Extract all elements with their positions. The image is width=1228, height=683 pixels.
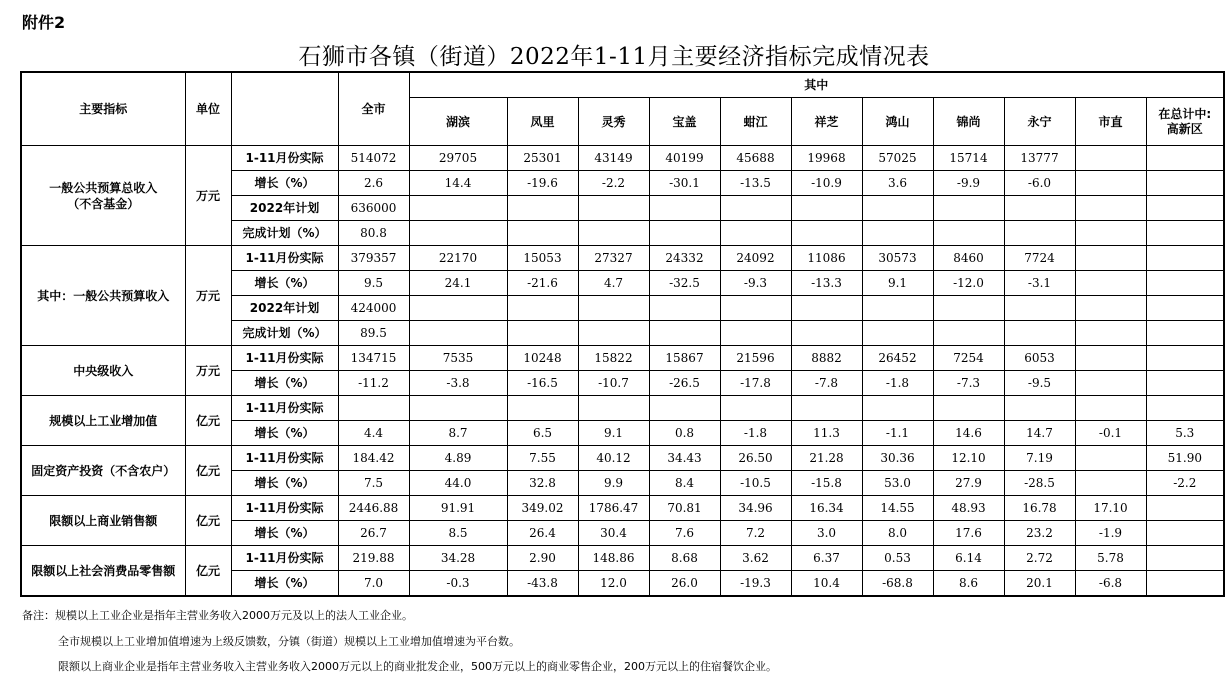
header-col: 湖滨 xyxy=(409,98,507,146)
value-cell: 34.43 xyxy=(649,446,720,471)
unit-cell: 亿元 xyxy=(185,396,231,446)
value-cell: 44.0 xyxy=(409,471,507,496)
value-cell: 91.91 xyxy=(409,496,507,521)
value-cell xyxy=(862,321,933,346)
indicator-line: 限额以上商业销售额 xyxy=(49,513,158,528)
header-col: 蚶江 xyxy=(720,98,791,146)
value-cell: -13.3 xyxy=(791,271,862,296)
value-cell: -15.8 xyxy=(791,471,862,496)
value-total: 7.5 xyxy=(338,471,409,496)
indicator-line: 限额以上社会消费品零售额 xyxy=(31,563,176,578)
value-cell: 6.5 xyxy=(507,421,578,446)
unit-cell: 亿元 xyxy=(185,446,231,496)
header-col: 宝盖 xyxy=(649,98,720,146)
note-line-1: 备注：规模以上工业企业是指年主营业务收入2000万元及以上的法人工业企业。 xyxy=(22,609,413,622)
value-cell: 24.1 xyxy=(409,271,507,296)
value-cell: -6.8 xyxy=(1075,571,1146,597)
value-cell: 70.81 xyxy=(649,496,720,521)
sub-indicator: 1-11月份实际 xyxy=(231,346,338,371)
value-cell: 17.6 xyxy=(933,521,1004,546)
value-cell: -28.5 xyxy=(1004,471,1075,496)
value-cell: -12.0 xyxy=(933,271,1004,296)
value-cell: 5.3 xyxy=(1146,421,1224,446)
value-cell: 43149 xyxy=(578,146,649,171)
value-cell: -10.7 xyxy=(578,371,649,396)
value-cell: 34.28 xyxy=(409,546,507,571)
value-total: 379357 xyxy=(338,246,409,271)
value-total: 7.0 xyxy=(338,571,409,597)
value-cell xyxy=(649,321,720,346)
value-total: 2.6 xyxy=(338,171,409,196)
value-cell: 15053 xyxy=(507,246,578,271)
value-cell xyxy=(862,221,933,246)
value-cell xyxy=(409,321,507,346)
value-cell: 3.0 xyxy=(791,521,862,546)
table-row xyxy=(21,396,1224,421)
value-cell: 5.78 xyxy=(1075,546,1146,571)
value-cell: 1786.47 xyxy=(578,496,649,521)
value-cell xyxy=(720,221,791,246)
value-cell: 7.2 xyxy=(720,521,791,546)
value-cell: 9.1 xyxy=(862,271,933,296)
indicator-line: 规模以上工业增加值 xyxy=(49,413,158,428)
indicator-line: 固定资产投资（不含农户） xyxy=(31,463,176,478)
value-cell: 6.37 xyxy=(791,546,862,571)
header-col: 祥芝 xyxy=(791,98,862,146)
value-cell xyxy=(409,296,507,321)
value-total: 219.88 xyxy=(338,546,409,571)
note-line-2: 全市规模以上工业增加值增速为上级反馈数，分镇（街道）规模以上工业增加值增速为平台数。 xyxy=(58,635,520,648)
value-cell: 2.72 xyxy=(1004,546,1075,571)
value-cell: 40.12 xyxy=(578,446,649,471)
sub-indicator: 1-11月份实际 xyxy=(231,246,338,271)
sub-indicator: 增长（%） xyxy=(231,271,338,296)
value-cell: 29705 xyxy=(409,146,507,171)
value-cell: 24332 xyxy=(649,246,720,271)
value-cell: -21.6 xyxy=(507,271,578,296)
indicator-name xyxy=(21,346,185,396)
table-row xyxy=(21,346,1224,371)
indicator-line: 一般公共预算总收入 xyxy=(49,180,158,195)
value-cell xyxy=(1075,321,1146,346)
value-cell: 26452 xyxy=(862,346,933,371)
value-cell xyxy=(933,196,1004,221)
sub-indicator: 增长（%） xyxy=(231,371,338,396)
value-total: 184.42 xyxy=(338,446,409,471)
value-cell xyxy=(507,321,578,346)
unit-cell: 万元 xyxy=(185,146,231,246)
value-cell: -32.5 xyxy=(649,271,720,296)
value-cell: -1.8 xyxy=(862,371,933,396)
header-unit: 单位 xyxy=(185,72,231,146)
value-cell: 11086 xyxy=(791,246,862,271)
header-col: 灵秀 xyxy=(578,98,649,146)
sub-indicator: 增长（%） xyxy=(231,471,338,496)
value-cell xyxy=(933,396,1004,421)
attachment-label: 附件2 xyxy=(22,13,66,32)
sub-indicator: 2022年计划 xyxy=(231,296,338,321)
value-cell xyxy=(409,221,507,246)
sub-indicator: 1-11月份实际 xyxy=(231,446,338,471)
value-cell: 15822 xyxy=(578,346,649,371)
value-cell xyxy=(649,221,720,246)
indicator-line: 其中：一般公共预算收入 xyxy=(37,288,170,303)
value-cell xyxy=(507,396,578,421)
value-cell xyxy=(1146,571,1224,597)
value-cell: 14.7 xyxy=(1004,421,1075,446)
header-total: 全市 xyxy=(338,72,409,146)
value-cell: 7.6 xyxy=(649,521,720,546)
value-cell: 30.4 xyxy=(578,521,649,546)
unit-cell: 万元 xyxy=(185,346,231,396)
value-cell: -43.8 xyxy=(507,571,578,597)
value-cell xyxy=(791,221,862,246)
value-cell xyxy=(1146,221,1224,246)
indicator-line: （不含基金） xyxy=(67,196,140,211)
value-cell xyxy=(1146,246,1224,271)
value-cell: 34.96 xyxy=(720,496,791,521)
header-col-high-tech-zone xyxy=(1146,98,1224,146)
value-cell: -0.3 xyxy=(409,571,507,597)
value-cell xyxy=(720,196,791,221)
value-cell: -3.1 xyxy=(1004,271,1075,296)
value-cell: 0.8 xyxy=(649,421,720,446)
value-cell xyxy=(578,321,649,346)
value-cell: 3.6 xyxy=(862,171,933,196)
value-cell: 16.34 xyxy=(791,496,862,521)
header-col: 锦尚 xyxy=(933,98,1004,146)
value-cell: 51.90 xyxy=(1146,446,1224,471)
header-col: 永宁 xyxy=(1004,98,1075,146)
unit-cell: 万元 xyxy=(185,246,231,346)
value-cell: 7.55 xyxy=(507,446,578,471)
value-total xyxy=(338,396,409,421)
value-cell xyxy=(791,396,862,421)
value-cell: -1.8 xyxy=(720,421,791,446)
value-cell: 53.0 xyxy=(862,471,933,496)
value-cell xyxy=(507,196,578,221)
header-col: 市直 xyxy=(1075,98,1146,146)
value-total: 424000 xyxy=(338,296,409,321)
value-cell xyxy=(1075,296,1146,321)
indicator-name xyxy=(21,246,185,346)
value-total: 89.5 xyxy=(338,321,409,346)
value-cell: 32.8 xyxy=(507,471,578,496)
sub-indicator: 增长（%） xyxy=(231,171,338,196)
value-cell: 349.02 xyxy=(507,496,578,521)
value-cell: 4.7 xyxy=(578,271,649,296)
value-cell xyxy=(1075,371,1146,396)
sub-indicator: 完成计划（%） xyxy=(231,221,338,246)
value-cell xyxy=(1146,171,1224,196)
table-row xyxy=(21,146,1224,171)
value-cell xyxy=(1146,371,1224,396)
value-cell: 20.1 xyxy=(1004,571,1075,597)
value-cell: 6.14 xyxy=(933,546,1004,571)
value-cell xyxy=(1146,296,1224,321)
sub-indicator: 2022年计划 xyxy=(231,196,338,221)
value-cell: 2.90 xyxy=(507,546,578,571)
value-cell: 8.5 xyxy=(409,521,507,546)
value-cell: 15867 xyxy=(649,346,720,371)
value-cell: 26.0 xyxy=(649,571,720,597)
header-indicator: 主要指标 xyxy=(21,72,185,146)
value-total: 2446.88 xyxy=(338,496,409,521)
value-cell xyxy=(1075,246,1146,271)
header-col: 凤里 xyxy=(507,98,578,146)
indicator-name xyxy=(21,396,185,446)
value-cell xyxy=(933,296,1004,321)
value-cell xyxy=(1075,271,1146,296)
value-cell: -9.5 xyxy=(1004,371,1075,396)
value-total: 9.5 xyxy=(338,271,409,296)
indicator-name xyxy=(21,496,185,546)
value-cell: -17.8 xyxy=(720,371,791,396)
value-cell: -13.5 xyxy=(720,171,791,196)
value-cell: 40199 xyxy=(649,146,720,171)
value-cell: 12.10 xyxy=(933,446,1004,471)
sub-indicator: 1-11月份实际 xyxy=(231,496,338,521)
value-cell xyxy=(1004,396,1075,421)
value-cell: 19968 xyxy=(791,146,862,171)
value-cell: 30.36 xyxy=(862,446,933,471)
value-cell xyxy=(1146,321,1224,346)
value-cell xyxy=(1146,396,1224,421)
sub-indicator: 1-11月份实际 xyxy=(231,146,338,171)
header-group: 其中 xyxy=(409,72,1224,98)
value-cell: 7.19 xyxy=(1004,446,1075,471)
value-cell xyxy=(578,396,649,421)
sub-indicator: 增长（%） xyxy=(231,571,338,597)
value-cell xyxy=(649,396,720,421)
table-row xyxy=(21,546,1224,571)
value-cell: 10248 xyxy=(507,346,578,371)
value-cell: 8.68 xyxy=(649,546,720,571)
value-cell xyxy=(1146,546,1224,571)
value-cell: 14.55 xyxy=(862,496,933,521)
value-cell: 21.28 xyxy=(791,446,862,471)
value-cell xyxy=(1075,446,1146,471)
value-cell: 14.6 xyxy=(933,421,1004,446)
value-cell: 14.4 xyxy=(409,171,507,196)
table-title: 石狮市各镇（街道）2022年1-11月主要经济指标完成情况表 xyxy=(298,44,930,70)
value-cell xyxy=(791,321,862,346)
value-cell: 26.4 xyxy=(507,521,578,546)
value-cell: -2.2 xyxy=(578,171,649,196)
value-cell xyxy=(933,221,1004,246)
value-cell: 10.4 xyxy=(791,571,862,597)
value-cell: -9.3 xyxy=(720,271,791,296)
table-row xyxy=(21,246,1224,271)
value-cell xyxy=(1004,321,1075,346)
value-cell xyxy=(578,196,649,221)
value-cell: 22170 xyxy=(409,246,507,271)
value-cell: 9.9 xyxy=(578,471,649,496)
value-cell: 24092 xyxy=(720,246,791,271)
value-cell: -2.2 xyxy=(1146,471,1224,496)
value-cell xyxy=(1146,521,1224,546)
value-cell xyxy=(578,221,649,246)
value-cell: 45688 xyxy=(720,146,791,171)
value-cell xyxy=(1075,471,1146,496)
value-cell xyxy=(1075,146,1146,171)
indicator-name xyxy=(21,146,185,246)
value-cell: -7.3 xyxy=(933,371,1004,396)
sub-indicator: 增长（%） xyxy=(231,521,338,546)
sub-indicator: 增长（%） xyxy=(231,421,338,446)
value-cell: 12.0 xyxy=(578,571,649,597)
value-cell xyxy=(507,221,578,246)
value-cell xyxy=(1075,171,1146,196)
value-cell: 0.53 xyxy=(862,546,933,571)
value-cell xyxy=(1075,221,1146,246)
value-cell: -16.5 xyxy=(507,371,578,396)
value-cell xyxy=(720,396,791,421)
value-cell xyxy=(791,296,862,321)
value-cell: 6053 xyxy=(1004,346,1075,371)
value-cell: 27.9 xyxy=(933,471,1004,496)
unit-cell: 亿元 xyxy=(185,496,231,546)
unit-cell: 亿元 xyxy=(185,546,231,597)
indicator-line: 中央级收入 xyxy=(73,363,134,378)
value-cell: 8.4 xyxy=(649,471,720,496)
value-cell xyxy=(1146,146,1224,171)
value-total: 514072 xyxy=(338,146,409,171)
value-cell: 23.2 xyxy=(1004,521,1075,546)
value-cell: 8460 xyxy=(933,246,1004,271)
value-cell: 8882 xyxy=(791,346,862,371)
value-cell: -6.0 xyxy=(1004,171,1075,196)
value-cell: 15714 xyxy=(933,146,1004,171)
value-cell xyxy=(862,196,933,221)
value-cell xyxy=(720,296,791,321)
value-cell: 148.86 xyxy=(578,546,649,571)
value-cell: 7724 xyxy=(1004,246,1075,271)
value-cell xyxy=(578,296,649,321)
value-cell xyxy=(1004,296,1075,321)
value-cell xyxy=(649,196,720,221)
value-cell xyxy=(1146,271,1224,296)
value-cell xyxy=(409,196,507,221)
value-cell: 26.50 xyxy=(720,446,791,471)
value-cell: 17.10 xyxy=(1075,496,1146,521)
value-cell xyxy=(1075,196,1146,221)
value-cell: 25301 xyxy=(507,146,578,171)
value-cell: 16.78 xyxy=(1004,496,1075,521)
header-last-line-2: 高新区 xyxy=(1166,121,1203,136)
value-cell xyxy=(1004,221,1075,246)
value-cell: -10.9 xyxy=(791,171,862,196)
note-line-3: 限额以上商业企业是指年主营业务收入主营业务收入2000万元以上的商业批发企业，500万元以上的商业零售企业，200万元以上的住宿餐饮企业。 xyxy=(58,660,777,673)
value-cell: -19.3 xyxy=(720,571,791,597)
value-total: 26.7 xyxy=(338,521,409,546)
indicator-name xyxy=(21,546,185,597)
value-cell: 3.62 xyxy=(720,546,791,571)
value-cell xyxy=(507,296,578,321)
value-cell xyxy=(649,296,720,321)
value-cell: -68.8 xyxy=(862,571,933,597)
value-cell: -19.6 xyxy=(507,171,578,196)
value-total: -11.2 xyxy=(338,371,409,396)
value-cell: -0.1 xyxy=(1075,421,1146,446)
table-row xyxy=(21,496,1224,521)
value-cell: 7535 xyxy=(409,346,507,371)
economic-indicators-table xyxy=(20,71,1225,597)
value-total: 4.4 xyxy=(338,421,409,446)
value-cell: 30573 xyxy=(862,246,933,271)
value-cell xyxy=(862,296,933,321)
value-cell xyxy=(1146,496,1224,521)
value-total: 134715 xyxy=(338,346,409,371)
value-cell: -9.9 xyxy=(933,171,1004,196)
value-cell xyxy=(1004,196,1075,221)
value-cell xyxy=(1075,396,1146,421)
value-cell xyxy=(1146,196,1224,221)
value-cell xyxy=(720,321,791,346)
value-total: 80.8 xyxy=(338,221,409,246)
value-cell: -10.5 xyxy=(720,471,791,496)
sub-indicator: 完成计划（%） xyxy=(231,321,338,346)
value-cell: -1.1 xyxy=(862,421,933,446)
value-cell: 48.93 xyxy=(933,496,1004,521)
value-cell: 21596 xyxy=(720,346,791,371)
value-cell: 57025 xyxy=(862,146,933,171)
header-last-line-1: 在总计中: xyxy=(1158,106,1212,121)
value-cell: -30.1 xyxy=(649,171,720,196)
value-cell: 9.1 xyxy=(578,421,649,446)
value-cell: 8.7 xyxy=(409,421,507,446)
value-cell: -26.5 xyxy=(649,371,720,396)
value-cell: -3.8 xyxy=(409,371,507,396)
indicator-name xyxy=(21,446,185,496)
value-cell: 11.3 xyxy=(791,421,862,446)
value-cell xyxy=(862,396,933,421)
value-cell: 8.0 xyxy=(862,521,933,546)
value-cell: -1.9 xyxy=(1075,521,1146,546)
table-row xyxy=(21,446,1224,471)
value-cell xyxy=(791,196,862,221)
value-cell: 27327 xyxy=(578,246,649,271)
value-cell xyxy=(1146,346,1224,371)
value-cell xyxy=(1075,346,1146,371)
value-cell: 4.89 xyxy=(409,446,507,471)
value-cell: 7254 xyxy=(933,346,1004,371)
header-blank xyxy=(231,72,338,146)
value-cell: 8.6 xyxy=(933,571,1004,597)
value-total: 636000 xyxy=(338,196,409,221)
value-cell xyxy=(409,396,507,421)
value-cell: -7.8 xyxy=(791,371,862,396)
sub-indicator: 1-11月份实际 xyxy=(231,546,338,571)
value-cell xyxy=(933,321,1004,346)
value-cell: 13777 xyxy=(1004,146,1075,171)
sub-indicator: 1-11月份实际 xyxy=(231,396,338,421)
header-col: 鸿山 xyxy=(862,98,933,146)
